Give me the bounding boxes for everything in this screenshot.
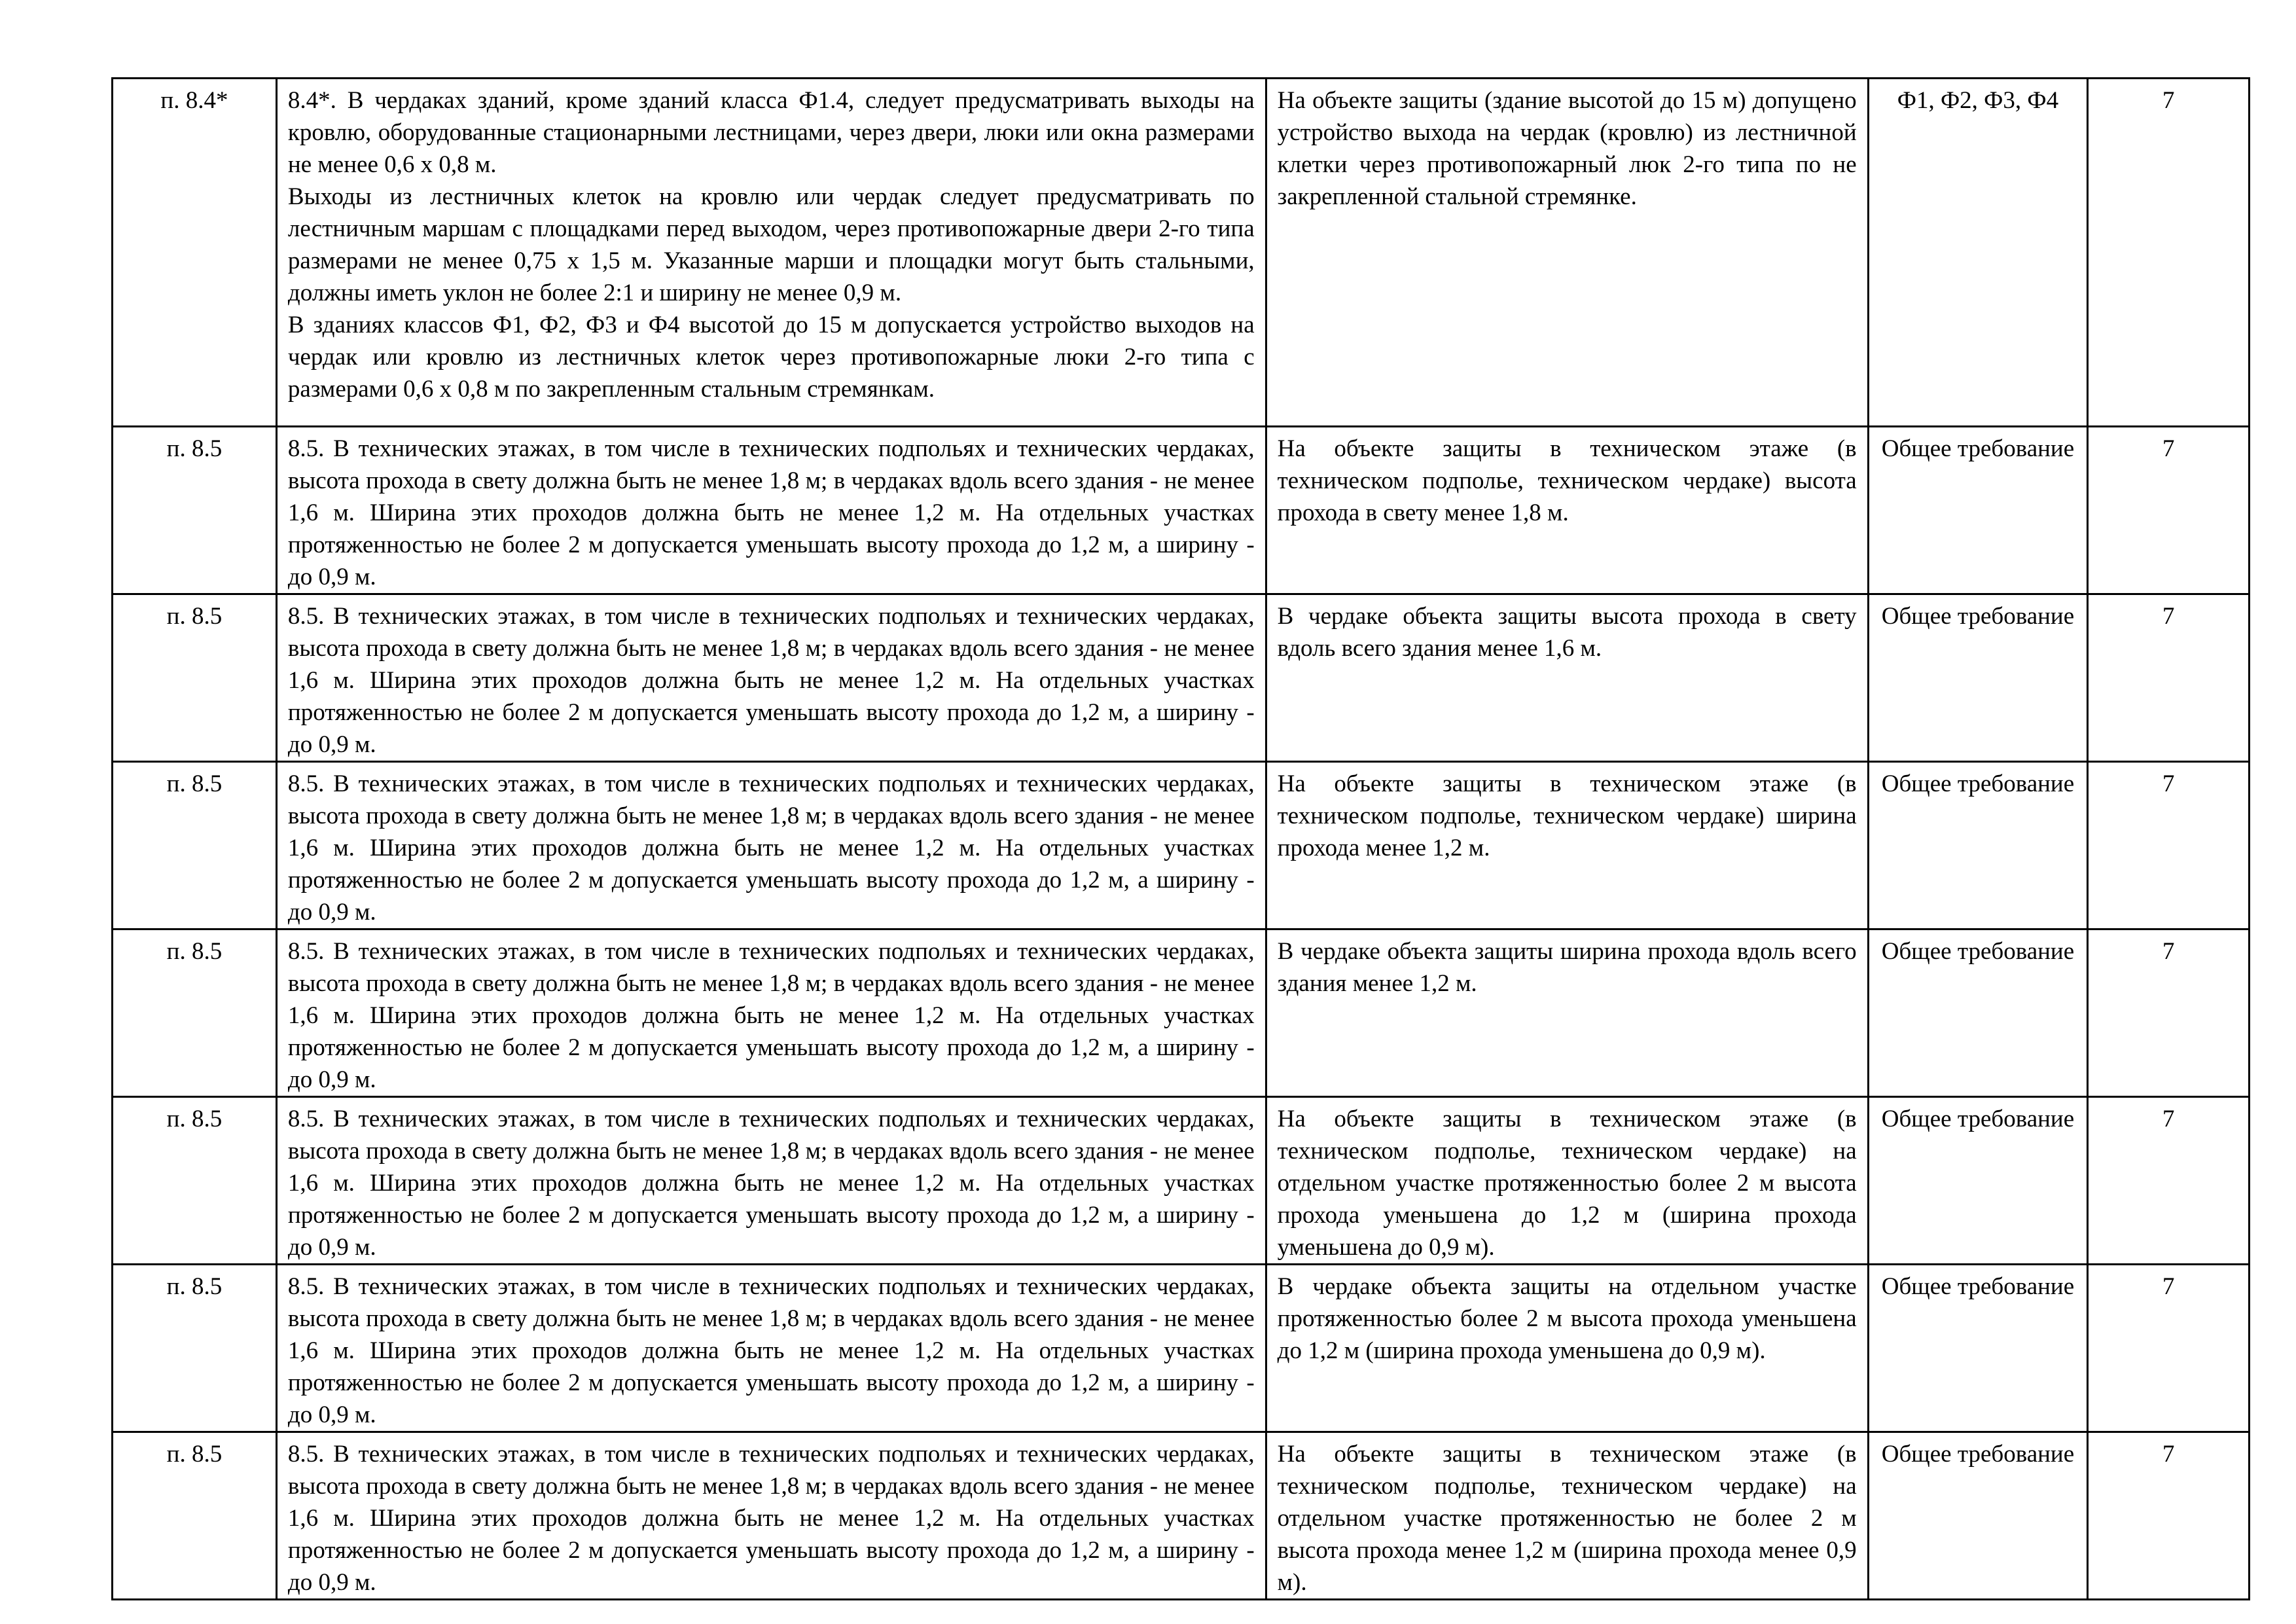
clause-ref-cell: п. 8.5 [113, 427, 277, 594]
clause-ref-cell: п. 8.5 [113, 929, 277, 1097]
requirement-text-cell: 8.5. В технических этажах, в том числе в технических подпольях и технических чердаках, высота прохода в свету должна быть не менее 1,8 м; в чердаках вдоль всего здания - не менее 1,6 м. Ширина этих проходов должна быть не менее 1,2 м. На отдельных участках протяженностью не более 2 м допускается уменьшать высоту прохода до 1,2 м, а ширину - до 0,9 м. [276, 427, 1266, 594]
requirements-table [111, 77, 2250, 1600]
table-row [113, 1432, 2250, 1600]
building-class-cell: Общее требование [1868, 762, 2088, 929]
violation-cell: В чердаке объекта защиты высота прохода в свету вдоль всего здания менее 1,6 м. [1266, 594, 1868, 762]
number-cell: 7 [2088, 1432, 2250, 1600]
requirement-paragraph: 8.4*. В чердаках зданий, кроме зданий класса Ф1.4, следует предусматривать выходы на кровлю, оборудованные стационарными лестницами, через двери, люки или окна размерами не менее 0,6 х 0,8 м. [287, 87, 1255, 178]
violation-cell: В чердаке объекта защиты ширина прохода вдоль всего здания менее 1,2 м. [1266, 929, 1868, 1097]
requirement-text-cell: 8.5. В технических этажах, в том числе в технических подпольях и технических чердаках, высота прохода в свету должна быть не менее 1,8 м; в чердаках вдоль всего здания - не менее 1,6 м. Ширина этих проходов должна быть не менее 1,2 м. На отдельных участках протяженностью не более 2 м допускается уменьшать высоту прохода до 1,2 м, а ширину - до 0,9 м. [276, 1265, 1266, 1432]
building-class-cell: Ф1, Ф2, Ф3, Ф4 [1868, 79, 2088, 427]
clause-ref-cell: п. 8.5 [113, 1432, 277, 1600]
table-row [113, 1265, 2250, 1432]
clause-ref-cell: п. 8.5 [113, 1265, 277, 1432]
number-cell: 7 [2088, 1265, 2250, 1432]
number-cell: 7 [2088, 427, 2250, 594]
building-class-cell: Общее требование [1868, 1432, 2088, 1600]
clause-ref-cell: п. 8.4* [113, 79, 277, 427]
violation-cell: На объекте защиты в техническом этаже (в техническом подполье, техническом чердаке) высота прохода в свету менее 1,8 м. [1266, 427, 1868, 594]
violation-cell: На объекте защиты в техническом этаже (в техническом подполье, техническом чердаке) ширина прохода менее 1,2 м. [1266, 762, 1868, 929]
table-row [113, 1097, 2250, 1265]
building-class-cell: Общее требование [1868, 1265, 2088, 1432]
table-row [113, 594, 2250, 762]
number-cell: 7 [2088, 594, 2250, 762]
building-class-cell: Общее требование [1868, 594, 2088, 762]
building-class-cell: Общее требование [1868, 929, 2088, 1097]
table-row [113, 79, 2250, 427]
requirement-text-cell: 8.5. В технических этажах, в том числе в технических подпольях и технических чердаках, высота прохода в свету должна быть не менее 1,8 м; в чердаках вдоль всего здания - не менее 1,6 м. Ширина этих проходов должна быть не менее 1,2 м. На отдельных участках протяженностью не более 2 м допускается уменьшать высоту прохода до 1,2 м, а ширину - до 0,9 м. [276, 1097, 1266, 1265]
table-row [113, 762, 2250, 929]
clause-ref-cell: п. 8.5 [113, 594, 277, 762]
clause-ref-cell: п. 8.5 [113, 762, 277, 929]
requirement-text-cell [276, 79, 1266, 427]
violation-cell: На объекте защиты в техническом этаже (в техническом подполье, техническом чердаке) на отдельном участке протяженностью не более 2 м высота прохода менее 1,2 м (ширина прохода менее 0,9 м). [1266, 1432, 1868, 1600]
violation-cell: На объекте защиты (здание высотой до 15 м) допущено устройство выхода на чердак (кровлю) из лестничной клетки через противопожарный люк 2-го типа по не закрепленной стальной стремянке. [1266, 79, 1868, 427]
requirement-text-cell: 8.5. В технических этажах, в том числе в технических подпольях и технических чердаках, высота прохода в свету должна быть не менее 1,8 м; в чердаках вдоль всего здания - не менее 1,6 м. Ширина этих проходов должна быть не менее 1,2 м. На отдельных участках протяженностью не более 2 м допускается уменьшать высоту прохода до 1,2 м, а ширину - до 0,9 м. [276, 594, 1266, 762]
violation-cell: В чердаке объекта защиты на отдельном участке протяженностью более 2 м высота прохода уменьшена до 1,2 м (ширина прохода уменьшена до 0,9 м). [1266, 1265, 1868, 1432]
table-row [113, 427, 2250, 594]
building-class-cell: Общее требование [1868, 427, 2088, 594]
requirement-paragraph: В зданиях классов Ф1, Ф2, Ф3 и Ф4 высотой до 15 м допускается устройство выходов на чердак или кровлю из лестничных клеток через противопожарные люки 2-го типа с размерами 0,6 х 0,8 м по закрепленным стальным стремянкам. [287, 312, 1255, 403]
clause-ref-cell: п. 8.5 [113, 1097, 277, 1265]
table-row [113, 929, 2250, 1097]
requirement-paragraph: Выходы из лестничных клеток на кровлю или чердак следует предусматривать по лестничным маршам с площадками перед выходом, через противопожарные двери 2-го типа размерами не менее 0,75 х 1,5 м. Указанные марши и площадки могут быть стальными, должны иметь уклон не более 2:1 и ширину не менее 0,9 м. [287, 183, 1255, 306]
requirement-text-cell: 8.5. В технических этажах, в том числе в технических подпольях и технических чердаках, высота прохода в свету должна быть не менее 1,8 м; в чердаках вдоль всего здания - не менее 1,6 м. Ширина этих проходов должна быть не менее 1,2 м. На отдельных участках протяженностью не более 2 м допускается уменьшать высоту прохода до 1,2 м, а ширину - до 0,9 м. [276, 762, 1266, 929]
number-cell: 7 [2088, 79, 2250, 427]
requirement-text-cell: 8.5. В технических этажах, в том числе в технических подпольях и технических чердаках, высота прохода в свету должна быть не менее 1,8 м; в чердаках вдоль всего здания - не менее 1,6 м. Ширина этих проходов должна быть не менее 1,2 м. На отдельных участках протяженностью не более 2 м допускается уменьшать высоту прохода до 1,2 м, а ширину - до 0,9 м. [276, 929, 1266, 1097]
number-cell: 7 [2088, 1097, 2250, 1265]
number-cell: 7 [2088, 929, 2250, 1097]
requirement-text-cell: 8.5. В технических этажах, в том числе в технических подпольях и технических чердаках, высота прохода в свету должна быть не менее 1,8 м; в чердаках вдоль всего здания - не менее 1,6 м. Ширина этих проходов должна быть не менее 1,2 м. На отдельных участках протяженностью не более 2 м допускается уменьшать высоту прохода до 1,2 м, а ширину - до 0,9 м. [276, 1432, 1266, 1600]
violation-cell: На объекте защиты в техническом этаже (в техническом подполье, техническом чердаке) на отдельном участке протяженностью более 2 м высота прохода уменьшена до 1,2 м (ширина прохода уменьшена до 0,9 м). [1266, 1097, 1868, 1265]
building-class-cell: Общее требование [1868, 1097, 2088, 1265]
number-cell: 7 [2088, 762, 2250, 929]
